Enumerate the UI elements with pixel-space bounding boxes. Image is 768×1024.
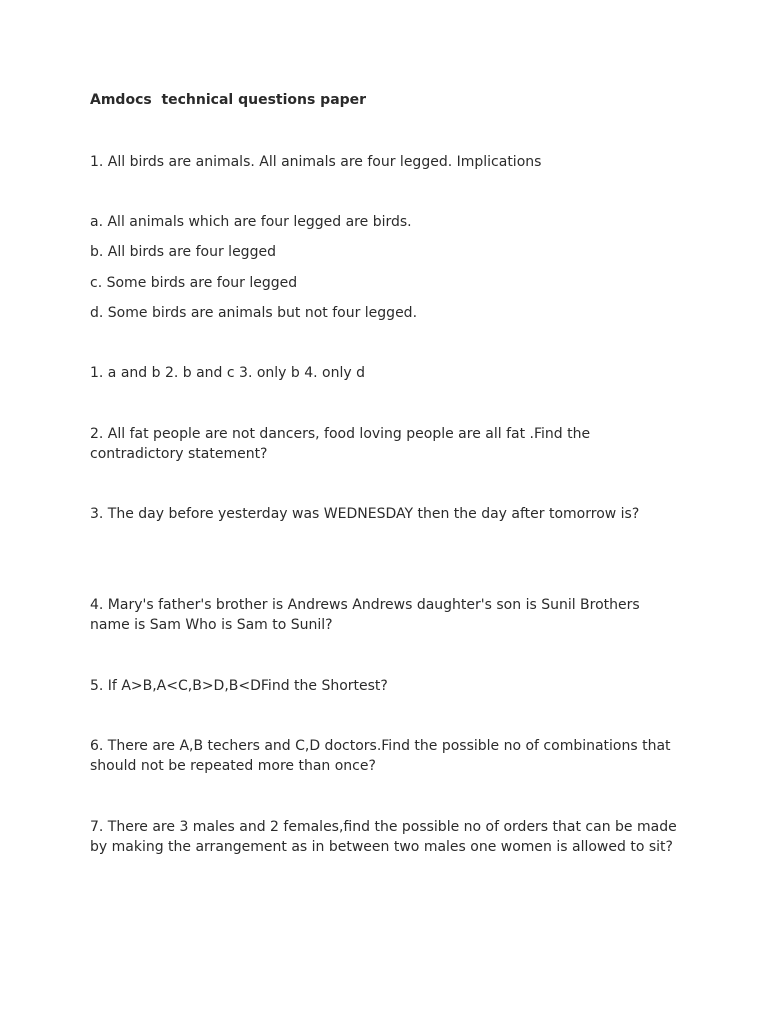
question-6-line-1: 6. There are A,B techers and C,D doctors.Find the possible no of combinations that [90,738,671,754]
question-1: 1. All birds are animals. All animals are four legged. Implications [90,154,542,170]
question-4-line-2: name is Sam Who is Sam to Sunil? [90,617,333,633]
question-6-line-2: should not be repeated more than once? [90,758,376,774]
question-5: 5. If A>B,A<C,B>D,B<DFind the Shortest? [90,678,388,694]
question-7-line-2: by making the arrangement as in between two males one women is allowed to sit? [90,839,673,855]
document-page [90,0,690,1024]
question-3: 3. The day before yesterday was WEDNESDAY then the day after tomorrow is? [90,506,640,522]
option-a: a. All animals which are four legged are birds. [90,214,412,230]
document-title: Amdocs technical questions paper [90,92,367,108]
answer-choices: 1. a and b 2. b and c 3. only b 4. only d [90,365,366,381]
question-7-line-1: 7. There are 3 males and 2 females,find the possible no of orders that can be made [90,819,677,835]
option-b: b. All birds are four legged [90,244,276,260]
question-2-line-2: contradictory statement? [90,446,268,462]
option-d: d. Some birds are animals but not four legged. [90,305,418,321]
option-c: c. Some birds are four legged [90,275,298,291]
question-4-line-1: 4. Mary's father's brother is Andrews Andrews daughter's son is Sunil Brothers [90,597,640,613]
question-2-line-1: 2. All fat people are not dancers, food loving people are all fat .Find the [90,426,591,442]
